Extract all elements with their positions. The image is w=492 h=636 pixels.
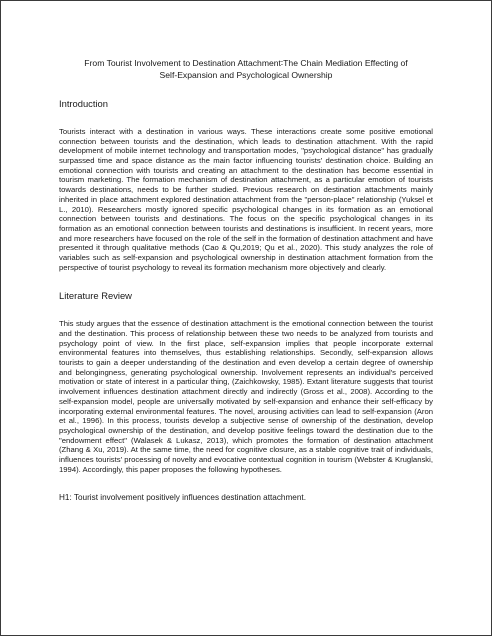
paper-title bbox=[59, 57, 433, 81]
section-heading-literature-review: Literature Review bbox=[59, 290, 132, 302]
paper-title-line-2: Self-Expansion and Psychological Ownership bbox=[159, 70, 333, 80]
paper-title-line-1: From Tourist Involvement to Destination Attachment∶The Chain Mediation Effecting of bbox=[84, 58, 408, 68]
document-body bbox=[59, 57, 433, 503]
section-heading-introduction: Introduction bbox=[59, 98, 108, 109]
introduction-paragraph: Tourists interact with a destination in various ways. These interactions create some positive emotional connection between tourists and the destination, which leads to destination attachment. With the rapid development of mobile internet technology and transportation modes, "psychological distance" has gradually surpassed time and space distance as the main factor influencing tourists' destination choice. Building an emotional connection with tourists and creating an attachment to the destination has become essential in tourism marketing. The formation mechanism of destination attachment, as a particular emotion of tourists towards destinations, needs to be further studied. Previous research on destination attachments mainly inherited in place attachment explored destination attachment from the "person-place" relationship (Yuksel et L., 2010). Researchers mostly ignored specific psychological changes in its formation as an emotional connection between tourists and destinations. The focus on the specific psychological changes in its formation as an emotional connection between tourists and destinations is insufficient. In recent years, more and more researchers have focused on the role of the self in the formation of destination attachment and have presented it through qualitative methods (Cao & Qu,2019; Qu et al., 2020). This study analyzes the role of variables such as self-expansion and psychological ownership in destination attachment formation from the perspective of tourist psychology to reveal its formation mechanism more objectively and clearly. bbox=[59, 127, 433, 272]
hypothesis-h1: H1: Tourist involvement positively influences destination attachment. bbox=[59, 493, 306, 503]
literature-review-paragraph: This study argues that the essence of destination attachment is the emotional connection between the tourist and the destination. This process of relationship between these two needs to be analyzed from tourists and psychology point of view. In the first place, self-expansion implies that people incorporate external environmental features into themselves, thus establishing relationships. Secondly, self-expansion allows tourists to gain a deeper understanding of the destination and even develop a certain degree of ownership and belongingness, generating psychological ownership. Involvement represents an individual's perceived motivation or state of interest in a particular thing, (Zaichkowsky, 1985). Extant literature suggests that tourist involvement influences destination attachment directly and indirectly (Gross et al., 2008). According to the self-expansion model, people are universally motivated by self-expansion and enhance their self-efficacy by incorporating external environmental features. The novel, arousing activities can lead to self-expansion (Aron et al., 1996). In this process, tourists develop a subjective sense of ownership of the destination, develop psychological ownership of the destination, and develop positive feelings toward the destination due to the "endowment effect" (Walasek & Lukasz, 2013), which promotes the formation of destination attachment (Zhang & Xu, 2019). At the same time, the need for cognitive closure, as a stable cognitive trait of individuals, influences tourists' processing of novelty and evocative contextual cognition in tourism (Webster & Kruglanski, 1994). Accordingly, this paper proposes the following hypotheses. bbox=[59, 319, 433, 474]
